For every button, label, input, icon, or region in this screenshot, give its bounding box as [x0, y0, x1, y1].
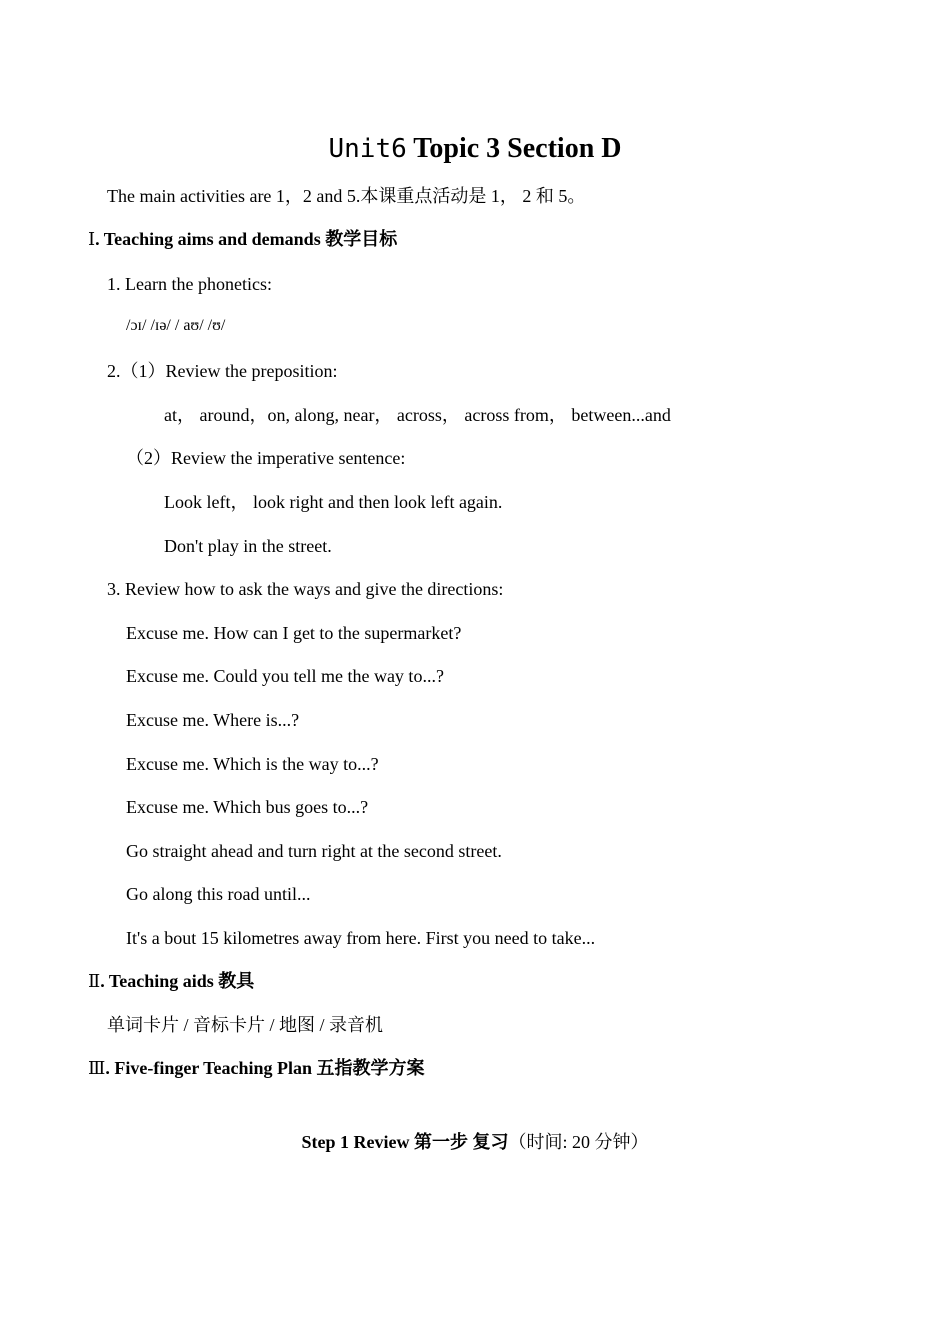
direction-sentence: Excuse me. Which bus goes to...? [126, 797, 369, 817]
title-unit: Unit6 [328, 134, 407, 164]
direction-sentence: It's a bout 15 kilometres away from here. First you need to take... [126, 928, 596, 948]
aids-line: 单词卡片 / 音标卡片 / 地图 / 录音机 [107, 1015, 384, 1035]
section-number: Ⅰ [88, 229, 96, 249]
aim-item-2: 2.（1）Review the preposition: [107, 361, 338, 381]
section-label: . Five-finger Teaching Plan 五指教学方案 [105, 1058, 425, 1078]
aim-item-2b: （2）Review the imperative sentence: [126, 448, 406, 468]
prepositions-line: at， around，on, along, near， across， across from， between...and [164, 405, 671, 425]
imperative-sentence-2: Don't play in the street. [164, 536, 332, 556]
section-number: Ⅲ [88, 1058, 106, 1078]
section-label: . Teaching aims and demands 教学目标 [95, 229, 398, 249]
step-label: Step 1 Review 第一步 复习 [301, 1132, 509, 1152]
section-heading-teaching-aims [88, 230, 397, 248]
direction-sentence: Go along this road until... [126, 884, 311, 904]
title-section: Topic 3 Section D [413, 133, 622, 164]
section-heading-teaching-plan [88, 1059, 425, 1077]
imperative-sentence-1: Look left， look right and then look left again. [164, 492, 503, 512]
direction-sentence: Excuse me. Could you tell me the way to...? [126, 666, 444, 686]
direction-sentence: Go straight ahead and turn right at the second street. [126, 841, 502, 861]
section-number: Ⅱ [88, 971, 101, 991]
direction-sentence: Excuse me. Which is the way to...? [126, 754, 379, 774]
aim-item-3: 3. Review how to ask the ways and give the directions: [107, 579, 504, 599]
direction-sentence: Excuse me. How can I get to the supermarket? [126, 623, 462, 643]
step-time: （时间: 20 分钟） [508, 1132, 649, 1152]
step-1-heading [0, 1133, 950, 1151]
section-heading-teaching-aids [88, 972, 254, 990]
direction-sentence: Excuse me. Where is...? [126, 710, 300, 730]
section-label: . Teaching aids 教具 [100, 971, 255, 991]
aim-item-1: 1. Learn the phonetics: [107, 274, 272, 294]
document-title [0, 133, 950, 165]
phonetics-line: /ɔɪ/ /ɪə/ / aʊ/ /ʊ/ [126, 317, 226, 334]
intro-line: The main activities are 1，2 and 5.本课重点活动是 1， 2 和 5。 [107, 186, 586, 206]
